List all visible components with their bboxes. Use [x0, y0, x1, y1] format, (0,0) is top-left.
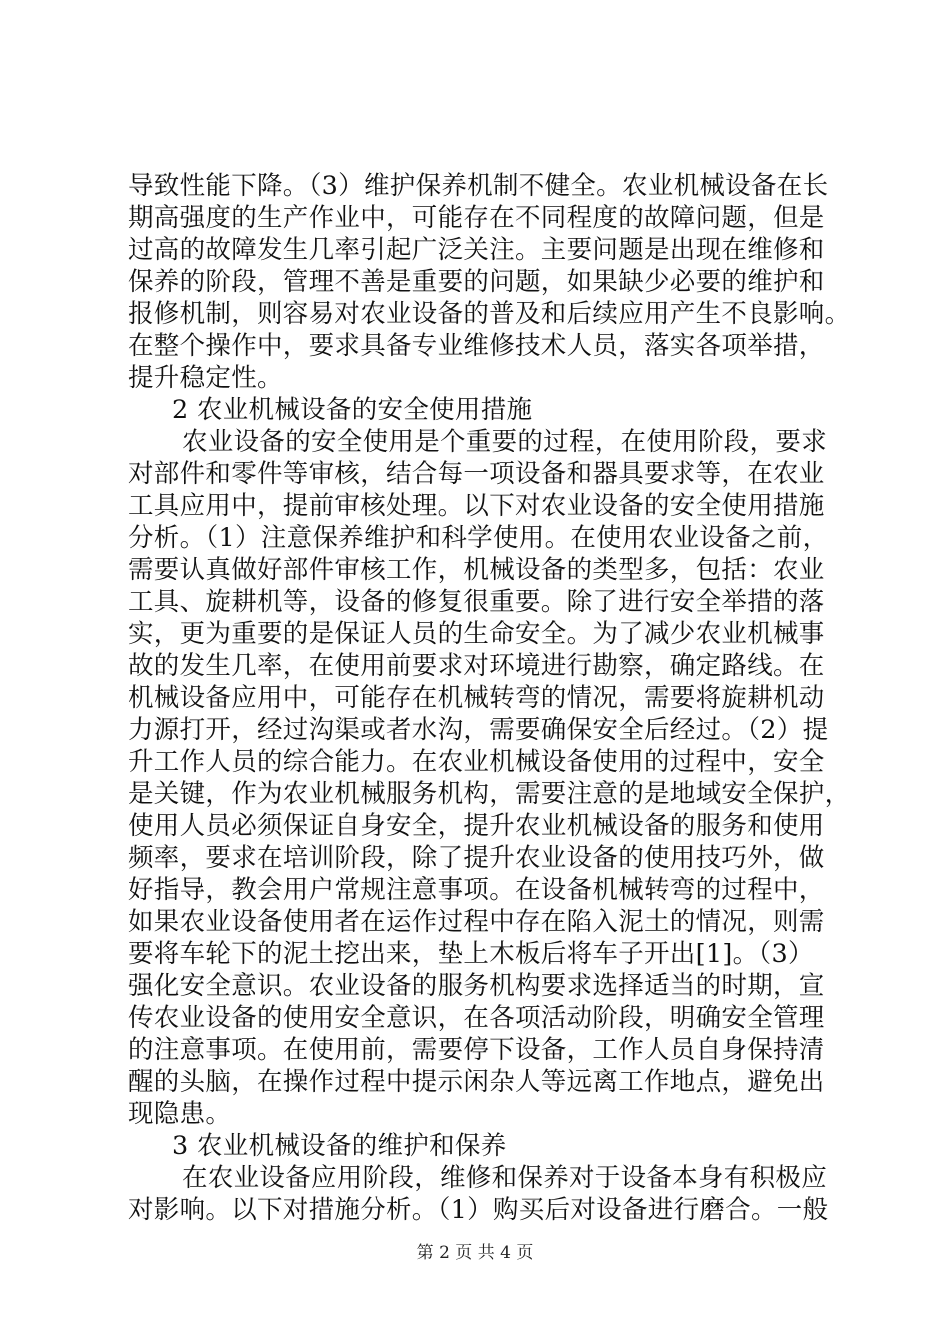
section-heading-2: 2 农业机械设备的安全使用措施	[172, 395, 533, 425]
body-line: 对影响。以下对措施分析。（1）购买后对设备进行磨合。一般	[128, 1195, 829, 1225]
page-footer: 第 2 页 共 4 页	[416, 1243, 534, 1263]
body-line: 保养的阶段，管理不善是重要的问题，如果缺少必要的维护和	[128, 267, 825, 297]
body-line: 提升稳定性。	[128, 363, 283, 393]
body-line: 要将车轮下的泥土挖出来，垫上木板后将车子开出[1]。（3）	[128, 939, 814, 969]
body-line: 现隐患。	[128, 1099, 232, 1129]
body-line: 力源打开，经过沟渠或者水沟，需要确保安全后经过。（2）提	[128, 715, 829, 745]
body-line: 使用人员必须保证自身安全，提升农业机械设备的服务和使用	[128, 811, 825, 841]
body-line: 过高的故障发生几率引起广泛关注。主要问题是出现在维修和	[128, 235, 825, 265]
body-line: 的注意事项。在使用前，需要停下设备，工作人员自身保持清	[128, 1035, 825, 1065]
body-line: 期高强度的生产作业中，可能存在不同程度的故障问题，但是	[128, 203, 825, 233]
body-line: 导致性能下降。（3）维护保养机制不健全。农业机械设备在长	[128, 171, 829, 201]
body-line: 对部件和零件等审核，结合每一项设备和器具要求等，在农业	[128, 459, 825, 489]
body-line: 强化安全意识。农业设备的服务机构要求选择适当的时期，宣	[128, 971, 825, 1001]
body-line: 如果农业设备使用者在运作过程中存在陷入泥土的情况，则需	[128, 907, 825, 937]
body-line: 工具应用中，提前审核处理。以下对农业设备的安全使用措施	[128, 491, 825, 521]
body-line: 是关键，作为农业机械服务机构，需要注意的是地域安全保护，	[128, 779, 851, 809]
body-line: 农业设备的安全使用是个重要的过程，在使用阶段，要求	[182, 427, 828, 457]
body-line: 在农业设备应用阶段，维修和保养对于设备本身有积极应	[182, 1163, 828, 1193]
body-line: 需要认真做好部件审核工作，机械设备的类型多，包括：农业	[128, 555, 825, 585]
body-line: 工具、旋耕机等，设备的修复很重要。除了进行安全举措的落	[128, 587, 825, 617]
body-line: 在整个操作中，要求具备专业维修技术人员，落实各项举措，	[128, 331, 825, 361]
body-line: 升工作人员的综合能力。在农业机械设备使用的过程中，安全	[128, 747, 825, 777]
body-line: 频率，要求在培训阶段，除了提升农业设备的使用技巧外，做	[128, 843, 825, 873]
body-line: 传农业设备的使用安全意识，在各项活动阶段，明确安全管理	[128, 1003, 825, 1033]
body-line: 醒的头脑，在操作过程中提示闲杂人等远离工作地点，避免出	[128, 1067, 825, 1097]
body-line: 故的发生几率，在使用前要求对环境进行勘察，确定路线。在	[128, 651, 825, 681]
body-line: 机械设备应用中，可能存在机械转弯的情况，需要将旋耕机动	[128, 683, 825, 713]
body-line: 分析。（1）注意保养维护和科学使用。在使用农业设备之前，	[128, 523, 829, 553]
section-heading-3: 3 农业机械设备的维护和保养	[172, 1131, 507, 1161]
body-line: 好指导，教会用户常规注意事项。在设备机械转弯的过程中，	[128, 875, 825, 905]
body-line: 报修机制，则容易对农业设备的普及和后续应用产生不良影响。	[128, 299, 851, 329]
body-line: 实，更为重要的是保证人员的生命安全。为了减少农业机械事	[128, 619, 825, 649]
